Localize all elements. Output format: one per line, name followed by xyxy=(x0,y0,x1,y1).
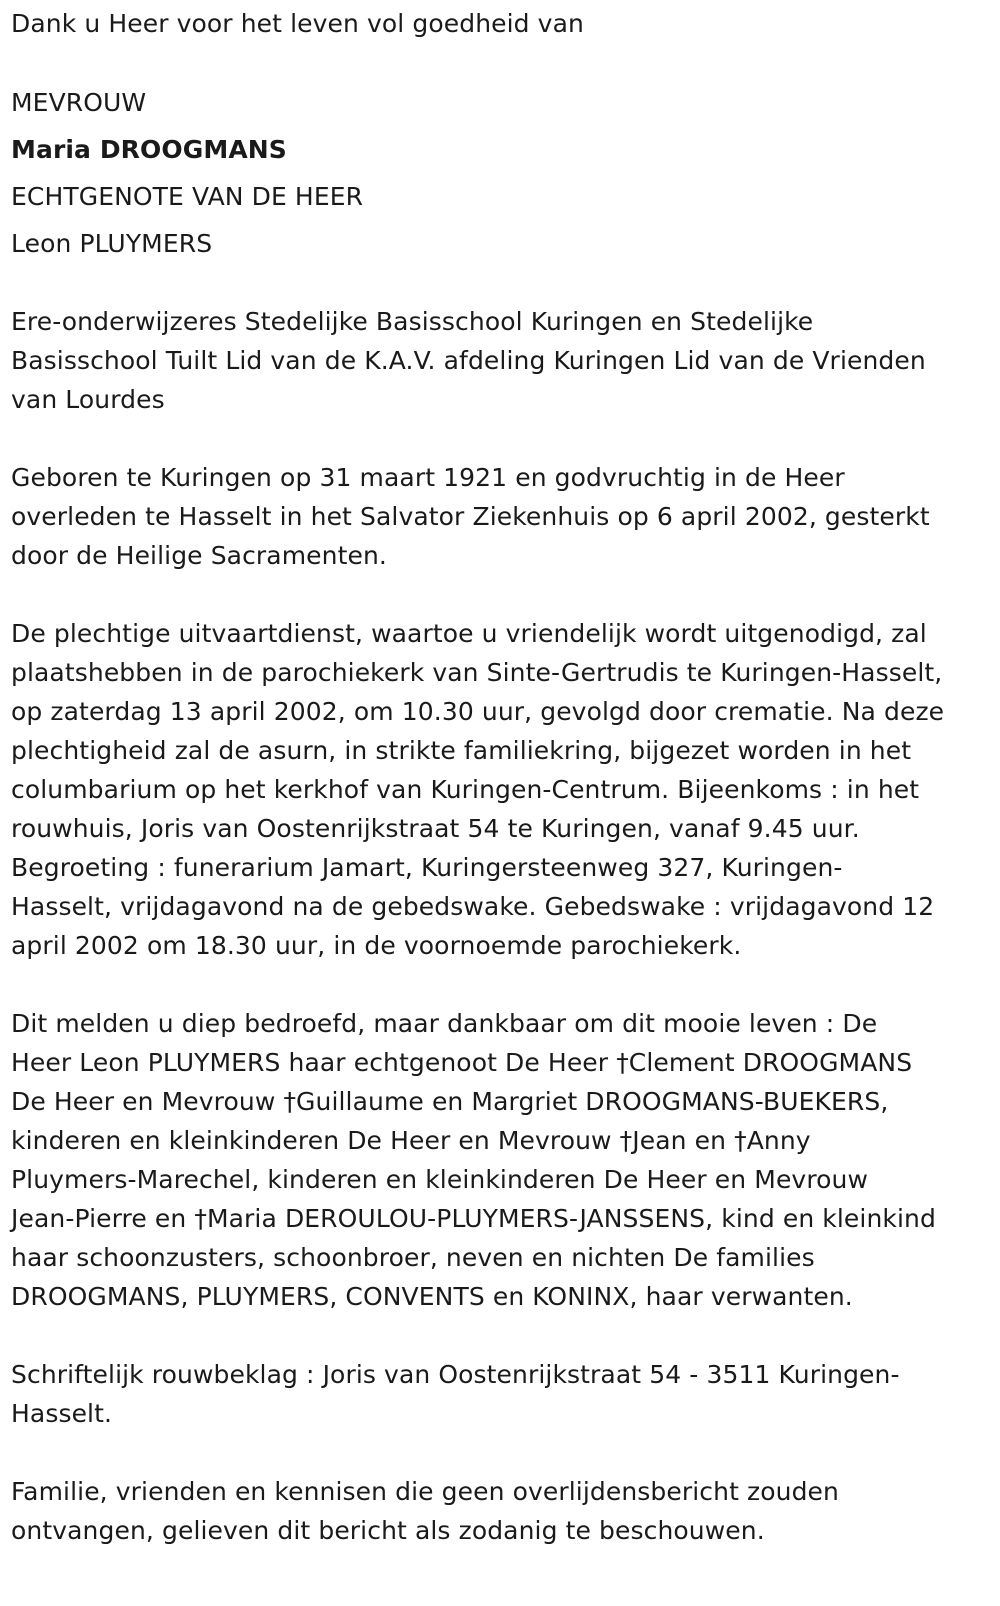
funeral-line: plaatshebben in de parochiekerk van Sinte-Gertrudis te Kuringen-Hasselt, xyxy=(11,658,943,687)
family-line: Jean-Pierre en †Maria DEROULOU-PLUYMERS-JANSSENS, kind en kleinkind xyxy=(11,1204,936,1233)
family-line: kinderen en kleinkinderen De Heer en Mevrouw †Jean en †Anny xyxy=(11,1126,811,1155)
funeral-line: rouwhuis, Joris van Oostenrijkstraat 54 te Kuringen, vanaf 9.45 uur. xyxy=(11,814,860,843)
closing-line: Familie, vrienden en kennisen die geen overlijdensbericht zouden xyxy=(11,1477,839,1506)
career-line: Ere-onderwijzeres Stedelijke Basisschool Kuringen en Stedelijke xyxy=(11,307,814,336)
family-line: Pluymers-Marechel, kinderen en kleinkinderen De Heer en Mevrouw xyxy=(11,1165,869,1194)
spouse-name: Leon PLUYMERS xyxy=(11,229,213,258)
title-line: MEVROUW xyxy=(11,88,147,117)
family-line: Dit melden u diep bedroefd, maar dankbaar om dit mooie leven : De xyxy=(11,1009,878,1038)
condolence-line: Hasselt. xyxy=(11,1399,113,1428)
closing-line: ontvangen, gelieven dit bericht als zodanig te beschouwen. xyxy=(11,1516,765,1545)
deceased-name: Maria DROOGMANS xyxy=(11,135,287,164)
birth-death-line: Geboren te Kuringen op 31 maart 1921 en godvruchtig in de Heer xyxy=(11,463,845,492)
funeral-line: Hasselt, vrijdagavond na de gebedswake. Gebedswake : vrijdagavond 12 xyxy=(11,892,935,921)
funeral-line: columbarium op het kerkhof van Kuringen-Centrum. Bijeenkoms : in het xyxy=(11,775,920,804)
family-line: DROOGMANS, PLUYMERS, CONVENTS en KONINX, haar verwanten. xyxy=(11,1282,853,1311)
funeral-line: Begroeting : funerarium Jamart, Kuringersteenweg 327, Kuringen- xyxy=(11,853,843,882)
birth-death-line: overleden te Hasselt in het Salvator Ziekenhuis op 6 april 2002, gesterkt xyxy=(11,502,930,531)
funeral-line: De plechtige uitvaartdienst, waartoe u vriendelijk wordt uitgenodigd, zal xyxy=(11,619,927,648)
family-line: De Heer en Mevrouw †Guillaume en Margriet DROOGMANS-BUEKERS, xyxy=(11,1087,889,1116)
career-line: van Lourdes xyxy=(11,385,165,414)
family-line: Heer Leon PLUYMERS haar echtgenoot De Heer †Clement DROOGMANS xyxy=(11,1048,913,1077)
condolence-line: Schriftelijk rouwbeklag : Joris van Oostenrijkstraat 54 - 3511 Kuringen- xyxy=(11,1360,900,1389)
funeral-line: op zaterdag 13 april 2002, om 10.30 uur, gevolgd door crematie. Na deze xyxy=(11,697,945,726)
birth-death-line: door de Heilige Sacramenten. xyxy=(11,541,387,570)
spouse-label: ECHTGENOTE VAN DE HEER xyxy=(11,182,364,211)
intro-line: Dank u Heer voor het leven vol goedheid van xyxy=(11,9,584,38)
funeral-line: plechtigheid zal de asurn, in strikte familiekring, bijgezet worden in het xyxy=(11,736,912,765)
family-line: haar schoonzusters, schoonbroer, neven en nichten De families xyxy=(11,1243,815,1272)
career-line: Basisschool Tuilt Lid van de K.A.V. afdeling Kuringen Lid van de Vrienden xyxy=(11,346,926,375)
funeral-line: april 2002 om 18.30 uur, in de voornoemde parochiekerk. xyxy=(11,931,742,960)
